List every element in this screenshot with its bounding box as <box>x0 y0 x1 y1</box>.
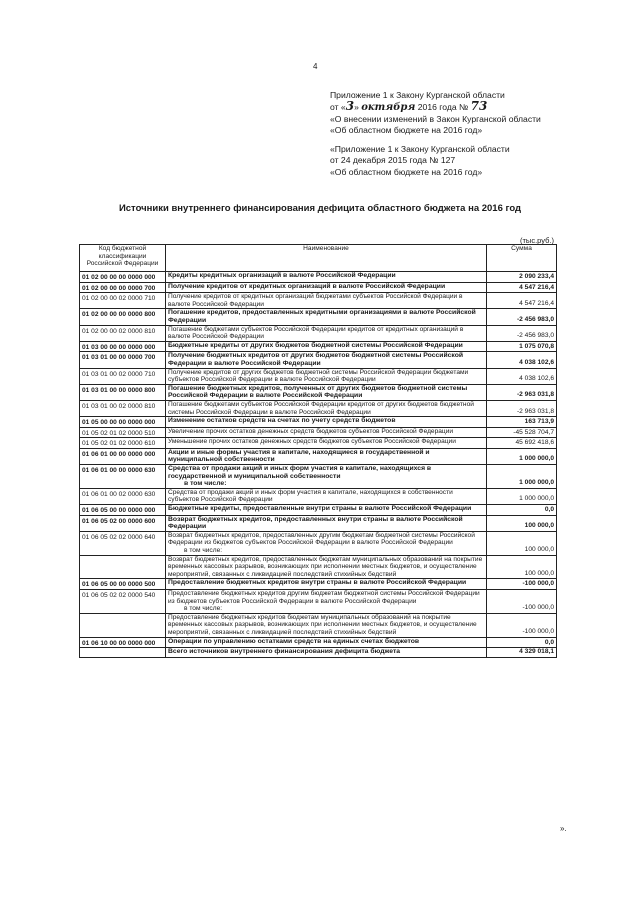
appendix-line: «Об областном бюджете на 2016 год» <box>330 166 483 177</box>
item-name-cell <box>166 438 487 449</box>
amount-cell: 4 547 216,4 <box>487 293 557 309</box>
table-row <box>80 427 557 438</box>
table-row <box>80 384 557 400</box>
header-code: Код бюджетной классификации Российской Федерации <box>80 245 166 272</box>
table-row <box>80 613 557 637</box>
budget-code-cell: 01 03 01 00 02 0000 710 <box>80 368 166 384</box>
budget-code-cell <box>80 555 166 579</box>
item-name-cell <box>166 400 487 416</box>
appendix-reference-new <box>330 90 541 136</box>
item-name-subnote: в том числе: <box>184 480 227 488</box>
item-name-cell <box>166 515 487 531</box>
item-name-text: Получение кредитов от кредитных организаций бюджетами субъектов Российской Федерации в валюте Российской Федерации <box>168 293 463 308</box>
table-row <box>80 505 557 516</box>
item-name-text: Получение бюджетных кредитов от других бюджетов бюджетной системы Российской Федерации в валюте Российской Федерации <box>168 352 464 367</box>
item-name-cell <box>166 488 487 504</box>
amount-cell: 1 075 070,8 <box>487 341 557 352</box>
item-name-text: Погашение бюджетами субъектов Российской Федерации кредитов от других бюджетов бюджетной системы Российской Федерации в валюте Российской Федерации <box>168 400 474 416</box>
amount-cell: 1 000 000,0 <box>487 465 557 489</box>
appendix-line: «О внесении изменений в Закон Курганской области <box>330 113 541 124</box>
appendix-line: от 24 декабря 2015 года № 127 <box>330 155 456 166</box>
table-row <box>80 282 557 293</box>
header-name: Наименование <box>166 245 487 272</box>
handwritten-month: октября <box>361 102 416 114</box>
item-name-cell <box>166 613 487 637</box>
budget-code-cell: 01 06 05 02 02 0000 540 <box>80 589 166 613</box>
table-row <box>80 589 557 613</box>
item-name-text: Погашение бюджетами субъектов Российской Федерации кредитов от кредитных организаций в валюте Российской Федерации <box>168 325 464 341</box>
item-name-cell <box>166 272 487 283</box>
amount-cell: -2 456 983,0 <box>487 309 557 325</box>
table-row <box>80 648 557 658</box>
budget-code-cell <box>80 613 166 637</box>
table-row <box>80 555 557 579</box>
appendix-line: «Об областном бюджете на 2016 год» <box>330 124 483 135</box>
item-name-cell <box>166 282 487 293</box>
table-row <box>80 531 557 555</box>
item-name-text: Погашение кредитов, предоставленных кредитными организациями в валюте Российской Федерации <box>168 309 476 324</box>
budget-code-cell: 01 06 01 00 00 0000 630 <box>80 465 166 489</box>
table-row <box>80 352 557 368</box>
table-row <box>80 438 557 449</box>
budget-code-cell: 01 05 02 01 02 0000 510 <box>80 427 166 438</box>
item-name-text: Средства от продажи акций и иных форм участия в капитале, находящихся в государственной и муниципальной собственности <box>168 465 432 480</box>
budget-code-cell: 01 03 01 00 00 0000 700 <box>80 352 166 368</box>
budget-code-cell: 01 02 00 00 02 0000 810 <box>80 325 166 341</box>
appendix-reference-old <box>330 144 510 178</box>
table-row <box>80 488 557 504</box>
item-name-text: Возврат бюджетных кредитов, предоставленных бюджетам муниципальных образований на покрытие временных кассовых разрывов, возникающих при исполнении местных бюджетов, и осуществление мероприятий, связанных с ликвидацией последствий стихийных бедствий <box>168 555 483 578</box>
page-number: 4 <box>313 62 318 71</box>
item-name-cell <box>166 368 487 384</box>
table-row <box>80 400 557 416</box>
item-name-cell <box>166 325 487 341</box>
item-name-cell <box>166 589 487 613</box>
amount-cell: 1 000 000,0 <box>487 488 557 504</box>
budget-code-cell: 01 05 02 01 02 0000 610 <box>80 438 166 449</box>
amount-cell: 1 000 000,0 <box>487 448 557 464</box>
appendix-line: «Приложение 1 к Закону Курганской области <box>330 144 510 154</box>
item-name-text: Получение кредитов от кредитных организаций в валюте Российской Федерации <box>168 282 446 290</box>
amount-cell: 163 713,9 <box>487 417 557 428</box>
item-name-cell <box>166 341 487 352</box>
item-name-text: Возврат бюджетных кредитов, предоставленных другим бюджетам бюджетной системы Российской Федерации из бюджетов субъектов Российской Федерации в валюте Российской Федерации <box>168 531 475 547</box>
item-name-text: Акции и иные формы участия в капитале, находящиеся в государственной и муниципальной собственности <box>168 448 430 464</box>
document-title: Источники внутреннего финансирования дефицита областного бюджета на 2016 год <box>118 203 522 214</box>
item-name-subnote: в том числе: <box>184 605 223 613</box>
item-name-text: Средства от продажи акций и иных форм участия в капитале, находящихся в собственности субъектов Российской Федерации <box>168 488 453 504</box>
budget-code-cell: 01 06 01 00 02 0000 630 <box>80 488 166 504</box>
item-name-subnote: в том числе: <box>184 547 223 554</box>
budget-code-cell: 01 06 10 00 00 0000 000 <box>80 637 166 648</box>
budget-code-cell: 01 06 05 02 02 0000 640 <box>80 531 166 555</box>
item-name-text: Кредиты кредитных организаций в валюте Российской Федерации <box>168 272 396 279</box>
item-name-text: Погашение бюджетных кредитов, полученных от других бюджетов бюджетной системы Российской Федерации в валюте Российской Федерации <box>168 384 468 400</box>
item-name-cell <box>166 637 487 648</box>
budget-code-cell: 01 06 05 00 00 0000 000 <box>80 505 166 516</box>
amount-cell: -100 000,0 <box>487 579 557 590</box>
item-name-text: Получение кредитов от других бюджетов бюджетной системы Российской Федерации бюджетами субъектов Российской Федерации в валюте Российской Федерации <box>168 368 469 384</box>
budget-code-cell: 01 06 05 02 00 0000 600 <box>80 515 166 531</box>
item-name-text: Предоставление бюджетных кредитов другим бюджетам бюджетной системы Российской Федерации из бюджетов субъектов Российской Федерации в валюте Российской Федерации <box>168 589 480 605</box>
table-row <box>80 515 557 531</box>
table-row <box>80 293 557 309</box>
item-name-cell <box>166 465 487 489</box>
budget-code-cell: 01 03 01 00 00 0000 800 <box>80 384 166 400</box>
table-row <box>80 309 557 325</box>
amount-cell: 0,0 <box>487 505 557 516</box>
item-name-text: Предоставление бюджетных кредитов бюджетам муниципальных образований на покрытие временных кассовых разрывов, возникающих при исполнении местных бюджетов, и осуществление мероприятий, связанных с ликвидацией последствий стихийных бедствий <box>168 613 477 636</box>
unit-label: (тыс.руб.) <box>520 236 554 245</box>
table-row <box>80 368 557 384</box>
amount-cell: -2 963 031,8 <box>487 384 557 400</box>
item-name-text: Бюджетные кредиты, предоставленные внутри страны в валюте Российской Федерации <box>168 505 472 513</box>
table-row <box>80 579 557 590</box>
table-row <box>80 272 557 283</box>
item-name-cell <box>166 555 487 579</box>
item-name-cell <box>166 384 487 400</box>
budget-code-cell: 01 02 00 00 00 0000 700 <box>80 282 166 293</box>
table-body <box>80 272 557 658</box>
amount-cell: -2 963 031,8 <box>487 400 557 416</box>
budget-code-cell: 01 06 01 00 00 0000 000 <box>80 448 166 464</box>
amount-cell: 100 000,0 <box>487 531 557 555</box>
item-name-cell <box>166 293 487 309</box>
handwritten-day: 3 <box>345 99 355 114</box>
header-sum: Сумма <box>487 245 557 272</box>
closing-quote-mark: ». <box>560 824 567 833</box>
budget-code-cell: 01 03 01 00 02 0000 810 <box>80 400 166 416</box>
amount-cell: 2 090 233,4 <box>487 272 557 283</box>
item-name-cell <box>166 427 487 438</box>
item-name-cell <box>166 579 487 590</box>
amount-cell: 100 000,0 <box>487 515 557 531</box>
item-name-cell <box>166 309 487 325</box>
table-row <box>80 448 557 464</box>
amount-cell: -45 528 704,7 <box>487 427 557 438</box>
budget-code-cell <box>80 648 166 658</box>
budget-code-cell: 01 03 00 00 00 0000 000 <box>80 341 166 352</box>
item-name-cell <box>166 448 487 464</box>
item-name-cell <box>166 417 487 428</box>
budget-code-cell: 01 05 00 00 00 0000 000 <box>80 417 166 428</box>
item-name-cell <box>166 648 487 658</box>
amount-cell: 4 038 102,6 <box>487 352 557 368</box>
item-name-cell <box>166 352 487 368</box>
table-row <box>80 325 557 341</box>
amount-cell: -2 456 983,0 <box>487 325 557 341</box>
item-name-text: Операции по управлению остатками средств на единых счетах бюджетов <box>168 637 420 645</box>
item-name-text: Уменьшение прочих остатков денежных средств бюджетов субъектов Российской Федерации <box>168 438 456 446</box>
amount-cell: 4 547 216,4 <box>487 282 557 293</box>
amount-cell: 45 692 418,6 <box>487 438 557 449</box>
table-row <box>80 637 557 648</box>
budget-code-cell: 01 06 05 00 00 0000 500 <box>80 579 166 590</box>
item-name-text: Увеличение прочих остатков денежных средств бюджетов субъектов Российской Федерации <box>168 427 454 435</box>
item-name-text: Бюджетные кредиты от других бюджетов бюджетной системы Российской Федерации <box>168 341 463 349</box>
table-header-row <box>80 245 557 272</box>
financing-sources-table <box>79 244 557 658</box>
item-name-text: Предоставление бюджетных кредитов внутри страны в валюте Российской Федерации <box>168 579 467 587</box>
item-name-text: Всего источников внутреннего финансирования дефицита бюджета <box>168 648 401 656</box>
amount-cell: -100 000,0 <box>487 613 557 637</box>
amount-cell: 4 329 018,1 <box>487 648 557 658</box>
handwritten-law-number: 73 <box>470 99 488 114</box>
item-name-cell <box>166 531 487 555</box>
item-name-text: Возврат бюджетных кредитов, предоставленных внутри страны в валюте Российской Федерации <box>168 515 463 531</box>
budget-code-cell: 01 02 00 00 00 0000 000 <box>80 272 166 283</box>
budget-code-cell: 01 02 00 00 00 0000 800 <box>80 309 166 325</box>
amount-cell: 0,0 <box>487 637 557 648</box>
item-name-text: Изменение остатков средств на счетах по учету средств бюджетов <box>168 417 396 425</box>
appendix-line: Приложение 1 к Закону Курганской области <box>330 90 505 100</box>
amount-cell: 4 038 102,6 <box>487 368 557 384</box>
budget-code-cell: 01 02 00 00 02 0000 710 <box>80 293 166 309</box>
table-row <box>80 417 557 428</box>
amount-cell: -100 000,0 <box>487 589 557 613</box>
table-row <box>80 341 557 352</box>
appendix-date-line: от «3» октября 2016 года № 73 <box>330 99 488 114</box>
table-row <box>80 465 557 489</box>
amount-cell: 100 000,0 <box>487 555 557 579</box>
item-name-cell <box>166 505 487 516</box>
